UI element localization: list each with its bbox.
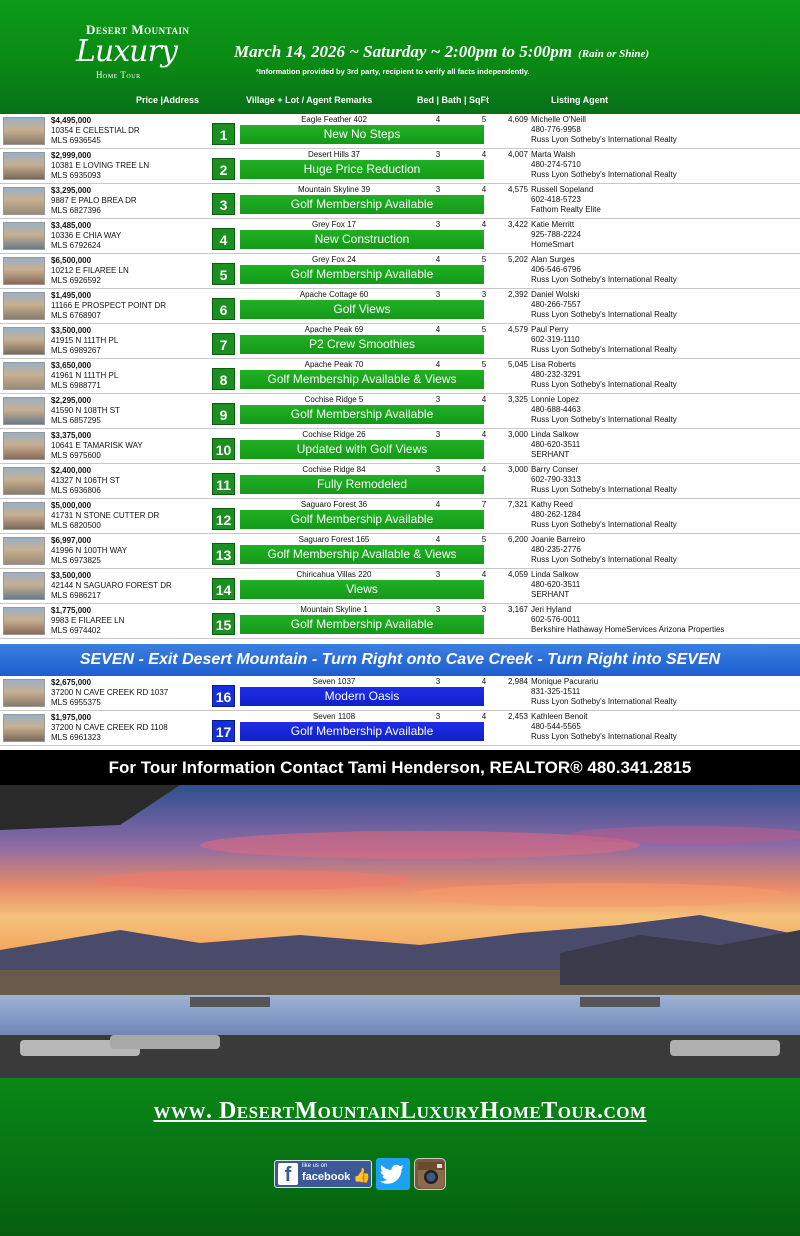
listing-address: 41961 N 111TH PL [51, 371, 119, 380]
listing-price: $5,000,000 [51, 501, 92, 510]
listing-brokerage: HomeSmart [531, 240, 574, 249]
listing-mls: MLS 6975600 [51, 451, 101, 460]
listing-price: $6,997,000 [51, 536, 92, 545]
listing-price: $2,999,000 [51, 151, 92, 160]
listing-row [0, 184, 800, 219]
property-thumbnail [3, 117, 45, 145]
tour-stop-number: 2 [212, 158, 235, 180]
listing-brokerage: Russ Lyon Sotheby's International Realty [531, 485, 677, 494]
square-feet: 4,007 [507, 150, 528, 159]
column-header-bed-bath-sqft: Bed | Bath | SqFt [417, 95, 490, 105]
listing-mls: MLS 6973825 [51, 556, 101, 565]
tour-stop-number: 14 [212, 578, 235, 600]
tour-stop-number: 8 [212, 368, 235, 390]
village-lot: Desert Hills 37 [307, 150, 360, 159]
agent-remark: Golf Membership Available [240, 722, 484, 741]
listing-address: 42144 N SAGUARO FOREST DR [51, 581, 172, 590]
listing-row [0, 149, 800, 184]
listing-address: 41731 N STONE CUTTER DR [51, 511, 160, 520]
agent-remark: Golf Membership Available [240, 195, 484, 214]
listing-agent-phone: 480-235-2776 [531, 545, 581, 554]
thumbs-up-icon: 👍 [353, 1167, 371, 1183]
listing-address: 9983 E FILAREE LN [51, 616, 125, 625]
listing-mls: MLS 6988771 [51, 381, 101, 390]
property-thumbnail [3, 572, 45, 600]
square-feet: 3,325 [507, 395, 528, 404]
listing-row [0, 604, 800, 639]
listing-price: $1,775,000 [51, 606, 92, 615]
village-lot: Eagle Feather 402 [301, 115, 367, 124]
listing-mls: MLS 6974402 [51, 626, 101, 635]
listing-address: 41915 N 111TH PL [51, 336, 119, 345]
agent-remark: Golf Membership Available [240, 510, 484, 529]
listing-mls: MLS 6961323 [51, 733, 101, 742]
listing-brokerage: Russ Lyon Sotheby's International Realty [531, 380, 677, 389]
village-lot: Seven 1037 [312, 677, 356, 686]
bed-count: 4 [435, 325, 441, 334]
bath-count: 3 [481, 290, 487, 299]
agent-remark: Golf Membership Available [240, 265, 484, 284]
listing-brokerage: Russ Lyon Sotheby's International Realty [531, 732, 677, 741]
bed-count: 3 [435, 220, 441, 229]
listing-row [0, 464, 800, 499]
property-thumbnail [3, 432, 45, 460]
logo-top-text: Desert Mountain [86, 22, 190, 37]
listing-address: 41996 N 100TH WAY [51, 546, 128, 555]
listing-agent-name: Alan Surges [531, 255, 575, 264]
bed-count: 3 [435, 570, 441, 579]
agent-remark: Views [240, 580, 484, 599]
bath-count: 5 [481, 115, 487, 124]
listing-agent-name: Barry Conser [531, 465, 579, 474]
listing-mls: MLS 6935093 [51, 171, 101, 180]
facebook-like-text: like us on [302, 1163, 328, 1169]
agent-remark: Huge Price Reduction [240, 160, 484, 179]
square-feet: 3,000 [507, 465, 528, 474]
listing-brokerage: Russ Lyon Sotheby's International Realty [531, 170, 677, 179]
instagram-icon[interactable] [414, 1158, 446, 1190]
listing-price: $3,375,000 [51, 431, 92, 440]
listing-brokerage: Berkshire Hathaway HomeServices Arizona Properties [531, 625, 725, 634]
tour-stop-number: 13 [212, 543, 235, 565]
listing-row [0, 254, 800, 289]
listing-price: $1,495,000 [51, 291, 92, 300]
listing-mls: MLS 6820500 [51, 521, 101, 530]
village-lot: Chiricahua Villas 220 [296, 570, 372, 579]
listing-brokerage: Russ Lyon Sotheby's International Realty [531, 310, 677, 319]
bed-count: 3 [435, 677, 441, 686]
listing-brokerage: Russ Lyon Sotheby's International Realty [531, 345, 677, 354]
listing-agent-phone: 480-232-3291 [531, 370, 581, 379]
listing-agent-name: Kathleen Benoit [531, 712, 588, 721]
tour-stop-number: 4 [212, 228, 235, 250]
listing-agent-name: Kathy Reed [531, 500, 573, 509]
listing-agent-name: Michelle O'Neill [531, 115, 586, 124]
property-thumbnail [3, 537, 45, 565]
listing-agent-phone: 406-546-6796 [531, 265, 581, 274]
listing-agent-name: Daniel Wolski [531, 290, 580, 299]
listing-brokerage: Fathom Realty Elite [531, 205, 601, 214]
tour-stop-number: 17 [212, 720, 235, 742]
bed-count: 3 [435, 150, 441, 159]
listing-address: 41590 N 108TH ST [51, 406, 120, 415]
logo-script-text: Luxury [76, 34, 177, 69]
property-thumbnail [3, 187, 45, 215]
listing-agent-name: Jeri Hyland [531, 605, 572, 614]
bed-count: 3 [435, 395, 441, 404]
listing-agent-name: Lisa Roberts [531, 360, 576, 369]
website-link[interactable]: www. DesertMountainLuxuryHomeTour.com [153, 1098, 647, 1124]
listing-agent-name: Lonnie Lopez [531, 395, 580, 404]
facebook-name-text: facebook [302, 1171, 351, 1183]
listing-price: $1,975,000 [51, 713, 92, 722]
bed-count: 3 [435, 465, 441, 474]
tour-stop-number: 6 [212, 298, 235, 320]
square-feet: 4,059 [507, 570, 528, 579]
listing-agent-phone: 480-262-1284 [531, 510, 581, 519]
listing-address: 37200 N CAVE CREEK RD 1108 [51, 723, 168, 732]
square-feet: 4,609 [507, 115, 528, 124]
listing-agent-phone: 602-319-1110 [531, 335, 580, 344]
twitter-icon[interactable] [376, 1158, 410, 1190]
listing-agent-name: Katie Merritt [531, 220, 575, 229]
header [0, 0, 800, 114]
listing-agent-phone: 602-790-3313 [531, 475, 581, 484]
agent-remark: Modern Oasis [240, 687, 484, 706]
square-feet: 3,167 [507, 605, 528, 614]
listing-address: 10381 E LOVING TREE LN [51, 161, 150, 170]
listing-mls: MLS 6936545 [51, 136, 101, 145]
square-feet: 2,392 [507, 290, 528, 299]
listing-price: $2,295,000 [51, 396, 92, 405]
village-lot: Saguaro Forest 36 [300, 500, 368, 509]
column-headers [0, 95, 800, 109]
listing-agent-name: Monique Pacurariu [531, 677, 599, 686]
listing-agent-name: Marta Walsh [531, 150, 576, 159]
listing-row [0, 569, 800, 604]
bath-count: 4 [481, 570, 487, 579]
listing-agent-phone: 925-788-2224 [531, 230, 581, 239]
tour-contact-bar: For Tour Information Contact Tami Henderson, REALTOR® 480.341.2815 [0, 750, 800, 785]
bed-count: 3 [435, 290, 441, 299]
listing-brokerage: Russ Lyon Sotheby's International Realty [531, 415, 677, 424]
column-header-price-address: Price |Address [136, 95, 200, 105]
listing-mls: MLS 6857295 [51, 416, 101, 425]
listing-row [0, 219, 800, 254]
property-thumbnail [3, 222, 45, 250]
listing-mls: MLS 6792624 [51, 241, 101, 250]
property-thumbnail [3, 327, 45, 355]
listing-mls: MLS 6936806 [51, 486, 101, 495]
tour-stop-number: 16 [212, 685, 235, 707]
listing-price: $4,495,000 [51, 116, 92, 125]
bed-count: 4 [435, 500, 441, 509]
listing-agent-phone: 602-576-0011 [531, 615, 581, 624]
property-thumbnail [3, 502, 45, 530]
property-thumbnail [3, 397, 45, 425]
village-lot: Grey Fox 24 [311, 255, 356, 264]
listing-mls: MLS 6768907 [51, 311, 101, 320]
disclaimer: *Information provided by 3rd party, recipient to verify all facts independently. [256, 67, 530, 76]
twitter-bird-glyph [376, 1158, 410, 1190]
tour-stop-number: 7 [212, 333, 235, 355]
listing-row [0, 711, 800, 746]
listing-price: $2,675,000 [51, 678, 92, 687]
listing-mls: MLS 6827396 [51, 206, 101, 215]
listing-agent-phone: 831-325-1511 [531, 687, 581, 696]
bath-count: 7 [481, 500, 487, 509]
tour-stop-number: 3 [212, 193, 235, 215]
listing-address: 10212 E FILAREE LN [51, 266, 129, 275]
bed-count: 4 [435, 255, 441, 264]
bath-count: 4 [481, 220, 487, 229]
agent-remark: Updated with Golf Views [240, 440, 484, 459]
bath-count: 4 [481, 430, 487, 439]
agent-remark: Golf Membership Available [240, 615, 484, 634]
bath-count: 5 [481, 360, 487, 369]
property-thumbnail [3, 714, 45, 742]
listing-address: 10354 E CELESTIAL DR [51, 126, 140, 135]
listing-row [0, 676, 800, 711]
listing-brokerage: Russ Lyon Sotheby's International Realty [531, 275, 677, 284]
square-feet: 3,422 [507, 220, 528, 229]
listing-row [0, 324, 800, 359]
listing-address: 11166 E PROSPECT POINT DR [51, 301, 167, 310]
property-thumbnail [3, 607, 45, 635]
listing-mls: MLS 6989267 [51, 346, 101, 355]
listing-agent-phone: 480-620-3511 [531, 580, 581, 589]
tour-stop-number: 12 [212, 508, 235, 530]
listing-address: 37200 N CAVE CREEK RD 1037 [51, 688, 169, 697]
tour-stop-number: 10 [212, 438, 235, 460]
facebook-like-button[interactable] [274, 1160, 372, 1188]
bath-count: 4 [481, 465, 487, 474]
bath-count: 3 [481, 605, 487, 614]
listing-agent-name: Russell Sopeland [531, 185, 594, 194]
listing-brokerage: Russ Lyon Sotheby's International Realty [531, 520, 677, 529]
village-lot: Grey Fox 17 [311, 220, 356, 229]
listing-row [0, 534, 800, 569]
listing-price: $6,500,000 [51, 256, 92, 265]
village-lot: Apache Peak 70 [304, 360, 364, 369]
listing-agent-name: Linda Salkow [531, 430, 579, 439]
square-feet: 6,200 [507, 535, 528, 544]
seven-listings-table [0, 676, 800, 750]
agent-remark: Fully Remodeled [240, 475, 484, 494]
tour-stop-number: 1 [212, 123, 235, 145]
bath-count: 4 [481, 712, 487, 721]
bath-count: 5 [481, 255, 487, 264]
property-thumbnail [3, 292, 45, 320]
listing-agent-phone: 480-266-7557 [531, 300, 581, 309]
tour-stop-number: 9 [212, 403, 235, 425]
square-feet: 2,984 [507, 677, 528, 686]
listing-price: $3,500,000 [51, 326, 92, 335]
property-thumbnail [3, 362, 45, 390]
village-lot: Mountain Skyline 1 [300, 605, 368, 614]
listing-brokerage: Russ Lyon Sotheby's International Realty [531, 135, 677, 144]
listing-agent-phone: 480-544-5565 [531, 722, 581, 731]
bed-count: 3 [435, 185, 441, 194]
listing-agent-name: Paul Perry [531, 325, 569, 334]
property-thumbnail [3, 467, 45, 495]
square-feet: 5,045 [507, 360, 528, 369]
listing-row [0, 114, 800, 149]
village-lot: Mountain Skyline 39 [297, 185, 371, 194]
listing-address: 10641 E TAMARISK WAY [51, 441, 143, 450]
listing-row [0, 394, 800, 429]
tour-stop-number: 11 [212, 473, 235, 495]
bed-count: 4 [435, 360, 441, 369]
listing-agent-phone: 480-688-4463 [531, 405, 581, 414]
listing-row [0, 289, 800, 324]
square-feet: 7,321 [507, 500, 528, 509]
rain-note: (Rain or Shine) [578, 48, 650, 60]
bath-count: 4 [481, 185, 487, 194]
listing-agent-phone: 602-418-5723 [531, 195, 581, 204]
listing-price: $3,485,000 [51, 221, 92, 230]
square-feet: 5,202 [507, 255, 528, 264]
sunset-pool-photo [0, 785, 800, 1078]
property-thumbnail [3, 257, 45, 285]
listing-agent-phone: 480-620-3511 [531, 440, 581, 449]
bed-count: 3 [435, 712, 441, 721]
agent-remark: P2 Crew Smoothies [240, 335, 484, 354]
event-date-text: March 14, 2026 ~ Saturday ~ 2:00pm to 5:00pm [234, 42, 573, 61]
bath-count: 5 [481, 535, 487, 544]
tour-stop-number: 5 [212, 263, 235, 285]
agent-remark: Golf Views [240, 300, 484, 319]
village-lot: Saguaro Forest 165 [298, 535, 370, 544]
bed-count: 3 [435, 605, 441, 614]
property-thumbnail [3, 152, 45, 180]
listing-mls: MLS 6986217 [51, 591, 101, 600]
listing-brokerage: Russ Lyon Sotheby's International Realty [531, 555, 677, 564]
footer [0, 1078, 800, 1236]
listing-agent-name: Linda Salkow [531, 570, 579, 579]
village-lot: Cochise Ridge 26 [302, 430, 366, 439]
listing-brokerage: Russ Lyon Sotheby's International Realty [531, 697, 677, 706]
desert-mountain-luxury-logo [74, 22, 224, 84]
listing-agent-name: Joanie Barreiro [531, 535, 586, 544]
bed-count: 4 [435, 535, 441, 544]
listing-row [0, 359, 800, 394]
column-header-listing-agent: Listing Agent [551, 95, 609, 105]
agent-remark: New Construction [240, 230, 484, 249]
bed-count: 4 [435, 115, 441, 124]
square-feet: 2,453 [507, 712, 528, 721]
square-feet: 4,579 [507, 325, 528, 334]
bath-count: 4 [481, 677, 487, 686]
village-lot: Cochise Ridge 84 [302, 465, 366, 474]
bath-count: 4 [481, 150, 487, 159]
bath-count: 5 [481, 325, 487, 334]
listing-agent-phone: 480-776-9958 [531, 125, 581, 134]
agent-remark: New No Steps [240, 125, 484, 144]
seven-directions-banner: SEVEN - Exit Desert Mountain - Turn Right onto Cave Creek - Turn Right into SEVEN [0, 644, 800, 676]
listing-address: 10336 E CHIA WAY [51, 231, 122, 240]
listing-mls: MLS 6955375 [51, 698, 101, 707]
listing-price: $2,400,000 [51, 466, 92, 475]
square-feet: 4,575 [507, 185, 528, 194]
square-feet: 3,000 [507, 430, 528, 439]
listings-table [0, 114, 800, 644]
listing-price: $3,650,000 [51, 361, 92, 370]
bath-count: 4 [481, 395, 487, 404]
village-lot: Apache Peak 69 [304, 325, 364, 334]
agent-remark: Golf Membership Available & Views [240, 370, 484, 389]
listing-price: $3,295,000 [51, 186, 92, 195]
listing-row [0, 429, 800, 464]
logo-bottom-text: Home Tour [96, 70, 141, 80]
bed-count: 3 [435, 430, 441, 439]
village-lot: Seven 1108 [312, 712, 356, 721]
listing-mls: MLS 6926592 [51, 276, 101, 285]
facebook-icon: f [278, 1163, 298, 1185]
agent-remark: Golf Membership Available & Views [240, 545, 484, 564]
listing-brokerage: SERHANT [531, 590, 570, 599]
property-thumbnail [3, 679, 45, 707]
village-lot: Apache Cottage 60 [299, 290, 369, 299]
event-date [234, 42, 649, 62]
agent-remark: Golf Membership Available [240, 405, 484, 424]
listing-row [0, 499, 800, 534]
instagram-camera-glyph [415, 1159, 447, 1191]
listing-address: 41327 N 106TH ST [51, 476, 120, 485]
sunset-pool-illustration [0, 785, 800, 1078]
column-header-village-remarks: Village + Lot / Agent Remarks [246, 95, 373, 105]
listing-agent-phone: 480-274-5710 [531, 160, 581, 169]
tour-stop-number: 15 [212, 613, 235, 635]
village-lot: Cochise Ridge 5 [304, 395, 364, 404]
listing-brokerage: SERHANT [531, 450, 570, 459]
listing-price: $3,500,000 [51, 571, 92, 580]
listing-address: 9887 E PALO BREA DR [51, 196, 137, 205]
